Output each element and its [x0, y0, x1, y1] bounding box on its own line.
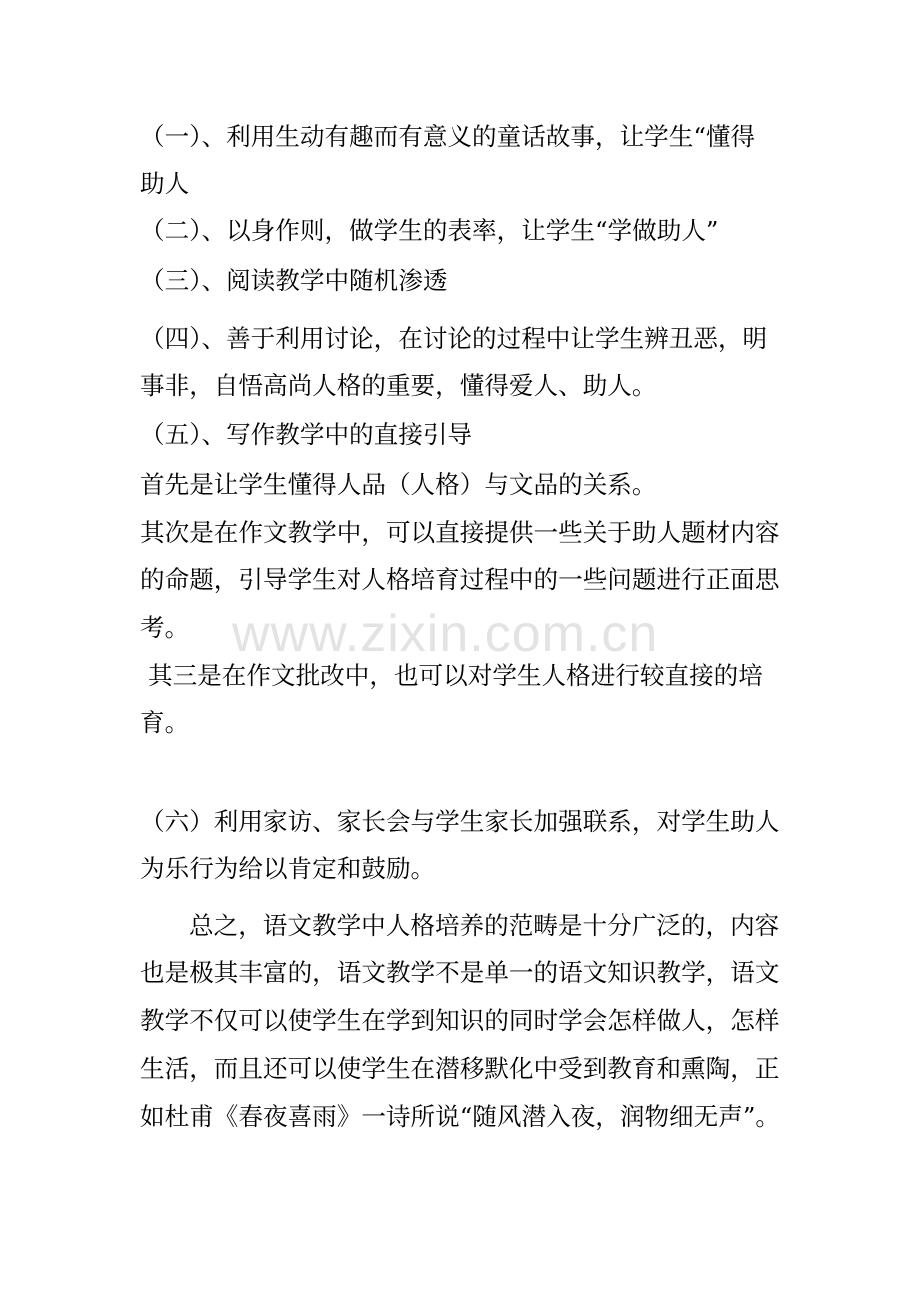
- text-line: 其三是在作文批改中，也可以对学生人格进行较直接的培: [148, 661, 763, 690]
- text-line: （五）、写作教学中的直接引导: [140, 420, 473, 449]
- text-line: （六）利用家访、家长会与学生家长加强联系，对学生助人: [140, 807, 780, 836]
- watermark: www.zixin.com.cn: [232, 605, 659, 663]
- text-line: 其次是在作文教学中，可以直接提供一些关于助人题材内容: [140, 518, 780, 547]
- text-line: 生活，而且还可以使学生在潜移默化中受到教育和熏陶，正: [140, 1054, 780, 1083]
- text-line: 如杜甫《春夜喜雨》一诗所说“随风潜入夜，润物细无声”。: [140, 1102, 780, 1131]
- text-line: 也是极其丰富的，语文教学不是单一的语文知识教学，语文: [140, 958, 780, 987]
- text-line: 事非，自悟高尚人格的重要，懂得爱人、助人。: [140, 371, 657, 400]
- text-line: 总之，语文教学中人格培养的范畴是十分广泛的，内容: [189, 911, 780, 940]
- text-line: （二）、以身作则，做学生的表率，让学生“学做助人”: [140, 216, 719, 245]
- text-line: 的命题，引导学生对人格培育过程中的一些问题进行正面思: [140, 565, 780, 594]
- text-line: 首先是让学生懂得人品（人格）与文品的关系。: [140, 470, 657, 499]
- text-line: 教学不仅可以使学生在学到知识的同时学会怎样做人，怎样: [140, 1006, 780, 1035]
- text-line: （三）、阅读教学中随机渗透: [140, 266, 448, 295]
- text-line: 考。: [140, 613, 190, 642]
- text-line: 为乐行为给以肯定和鼓励。: [140, 854, 436, 883]
- text-line: （四）、善于利用讨论，在讨论的过程中让学生辨丑恶，明: [140, 324, 768, 353]
- text-line: （一）、利用生动有趣而有意义的童话故事，让学生“懂得: [140, 122, 756, 151]
- text-line: 助人: [140, 169, 190, 198]
- text-line: 育。: [140, 708, 190, 737]
